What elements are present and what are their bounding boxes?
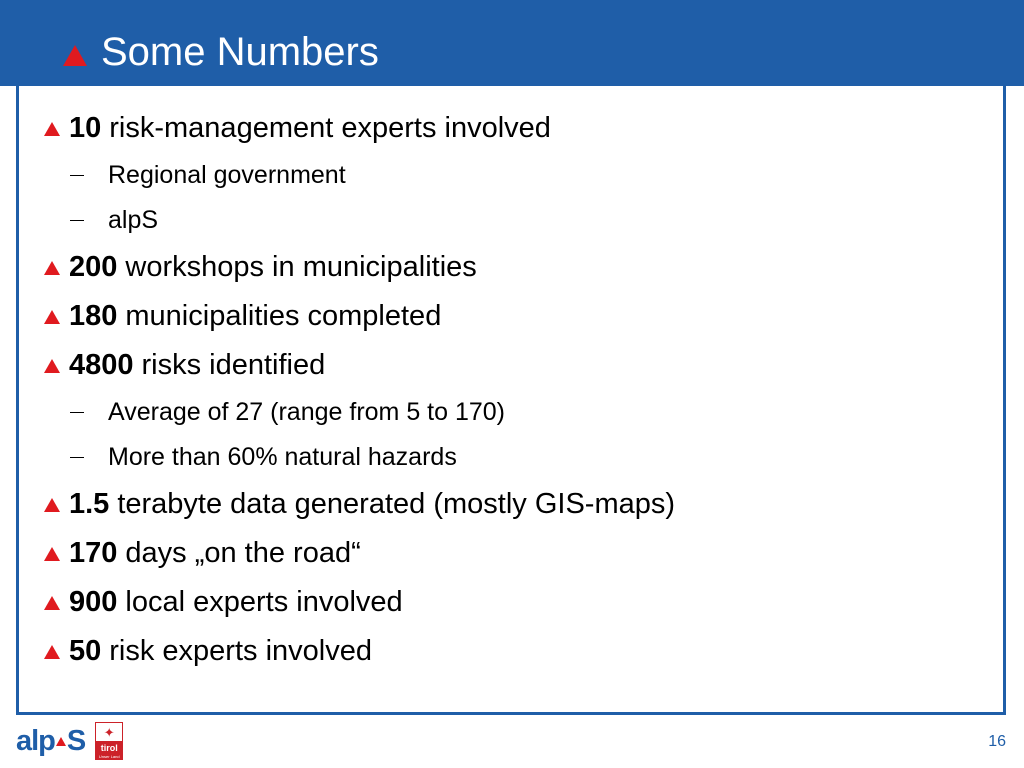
triangle-bullet-icon xyxy=(44,261,60,275)
bullet-text: risk experts involved xyxy=(109,635,372,667)
dash-icon xyxy=(70,175,84,177)
bullet-item xyxy=(44,243,944,292)
bullet-item xyxy=(44,292,944,341)
bullet-text: local experts involved xyxy=(125,586,403,618)
page-number: 16 xyxy=(988,733,1006,750)
alps-wordmark-right: S xyxy=(66,724,86,757)
sub-bullet-text: Average of 27 (range from 5 to 170) xyxy=(108,398,505,426)
alps-logo xyxy=(16,722,123,760)
triangle-bullet-icon xyxy=(44,310,60,324)
triangle-bullet-icon xyxy=(44,547,60,561)
bullet-text: municipalities completed xyxy=(125,300,442,332)
dash-icon xyxy=(70,220,84,222)
bullet-list xyxy=(44,104,944,676)
sub-bullet-text: More than 60% natural hazards xyxy=(108,443,457,471)
bullet-text: days „on the road“ xyxy=(125,537,361,569)
bullet-number: 50 xyxy=(69,635,102,667)
triangle-bullet-icon xyxy=(44,122,60,136)
tirol-label: tirol Unser Land xyxy=(95,742,123,760)
bullet-number: 170 xyxy=(69,537,118,569)
sub-bullet-item xyxy=(70,390,944,435)
bullet-text: workshops in municipalities xyxy=(125,251,477,283)
alps-wordmark-left: alp xyxy=(16,724,55,757)
dash-icon xyxy=(70,412,84,414)
bullet-number: 10 xyxy=(69,112,102,144)
triangle-icon xyxy=(56,737,66,746)
sub-bullet-item xyxy=(70,435,944,480)
bullet-item xyxy=(44,341,944,390)
bullet-item xyxy=(44,529,944,578)
alps-wordmark xyxy=(16,725,85,758)
triangle-bullet-icon xyxy=(44,645,60,659)
sub-bullet-item xyxy=(70,153,944,198)
triangle-bullet-icon xyxy=(44,359,60,373)
bullet-number: 1.5 xyxy=(69,488,110,520)
triangle-bullet-icon xyxy=(44,498,60,512)
tirol-logo xyxy=(95,722,123,760)
bullet-number: 200 xyxy=(69,251,118,283)
bullet-text: risks identified xyxy=(141,349,326,381)
bullet-number: 4800 xyxy=(69,349,134,381)
eagle-icon: ✦ xyxy=(95,722,123,742)
bullet-item xyxy=(44,578,944,627)
bullet-item xyxy=(44,627,944,676)
sub-bullet-text: alpS xyxy=(108,206,159,234)
bullet-text: risk-management experts involved xyxy=(109,112,551,144)
triangle-bullet-icon xyxy=(44,596,60,610)
sub-bullet-item xyxy=(70,198,944,243)
slide-title: Some Numbers xyxy=(101,30,379,74)
sub-bullet-text: Regional government xyxy=(108,161,346,189)
triangle-bullet-icon xyxy=(63,45,87,66)
bullet-item xyxy=(44,104,944,153)
bullet-number: 900 xyxy=(69,586,118,618)
dash-icon xyxy=(70,457,84,459)
bullet-text: terabyte data generated (mostly GIS-maps) xyxy=(117,488,676,520)
bullet-number: 180 xyxy=(69,300,118,332)
bullet-item xyxy=(44,480,944,529)
title-bar xyxy=(19,18,1003,86)
